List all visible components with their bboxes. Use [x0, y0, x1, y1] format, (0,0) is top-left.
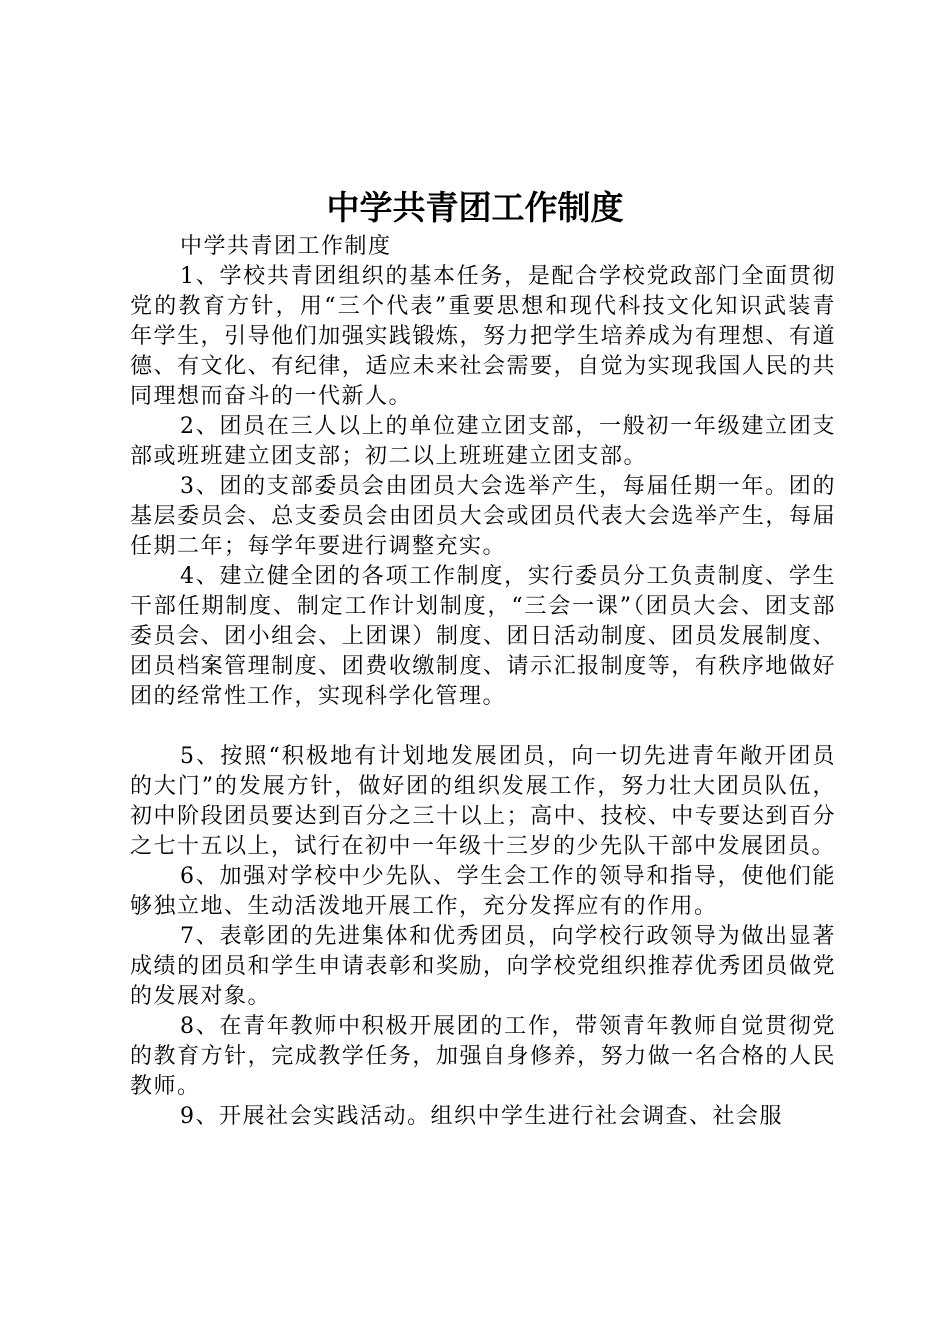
- document-body: [130, 232, 836, 1132]
- paragraph-1: 1、学校共青团组织的基本任务，是配合学校党政部门全面贯彻党的教育方针，用“三个代表”重要思想和现代科技文化知识武装青年学生，引导他们加强实践锻炼，努力把学生培养成为有理想、有道德、有文化、有纪律，适应未来社会需要，自觉为实现我国人民的共同理想而奋斗的一代新人。: [130, 264, 836, 409]
- document-title: 中学共青团工作制度: [326, 188, 624, 227]
- paragraph-6: 6、加强对学校中少先队、学生会工作的领导和指导，使他们能够独立地、生动活泼地开展工作，充分发挥应有的作用。: [130, 864, 836, 919]
- paragraph-5: 5、按照“积极地有计划地发展团员，向一切先进青年敞开团员的大门”的发展方针，做好团的组织发展工作，努力壮大团员队伍，初中阶段团员要达到百分之三十以上；高中、技校、中专要达到百分之七十五以上，试行在初中一年级十三岁的少先队干部中发展团员。: [130, 744, 836, 859]
- paragraph-9: 9、开展社会实践活动。组织中学生进行社会调查、社会服: [180, 1104, 783, 1129]
- paragraph-3: 3、团的支部委员会由团员大会选举产生，每届任期一年。团的基层委员会、总支委员会由团员大会或团员代表大会选举产生，每届任期二年；每学年要进行调整充实。: [130, 474, 836, 559]
- paragraph-7: 7、表彰团的先进集体和优秀团员，向学校行政领导为做出显著成绩的团员和学生申请表彰和奖励，向学校党组织推荐优秀团员做党的发展对象。: [130, 924, 836, 1009]
- paragraph-8: 8、在青年教师中积极开展团的工作，带领青年教师自觉贯彻党的教育方针，完成教学任务，加强自身修养，努力做一名合格的人民教师。: [130, 1014, 836, 1099]
- document-subtitle: 中学共青团工作制度: [180, 234, 392, 259]
- paragraph-2: 2、团员在三人以上的单位建立团支部，一般初一年级建立团支部或班班建立团支部；初二以上班班建立团支部。: [130, 414, 836, 469]
- paragraph-4: 4、建立健全团的各项工作制度，实行委员分工负责制度、学生干部任期制度、制定工作计划制度，“三会一课”（团员大会、团支部委员会、团小组会、上团课）制度、团日活动制度、团员发展制度、团员档案管理制度、团费收缴制度、请示汇报制度等，有秩序地做好团的经常性工作，实现科学化管理。: [130, 564, 836, 709]
